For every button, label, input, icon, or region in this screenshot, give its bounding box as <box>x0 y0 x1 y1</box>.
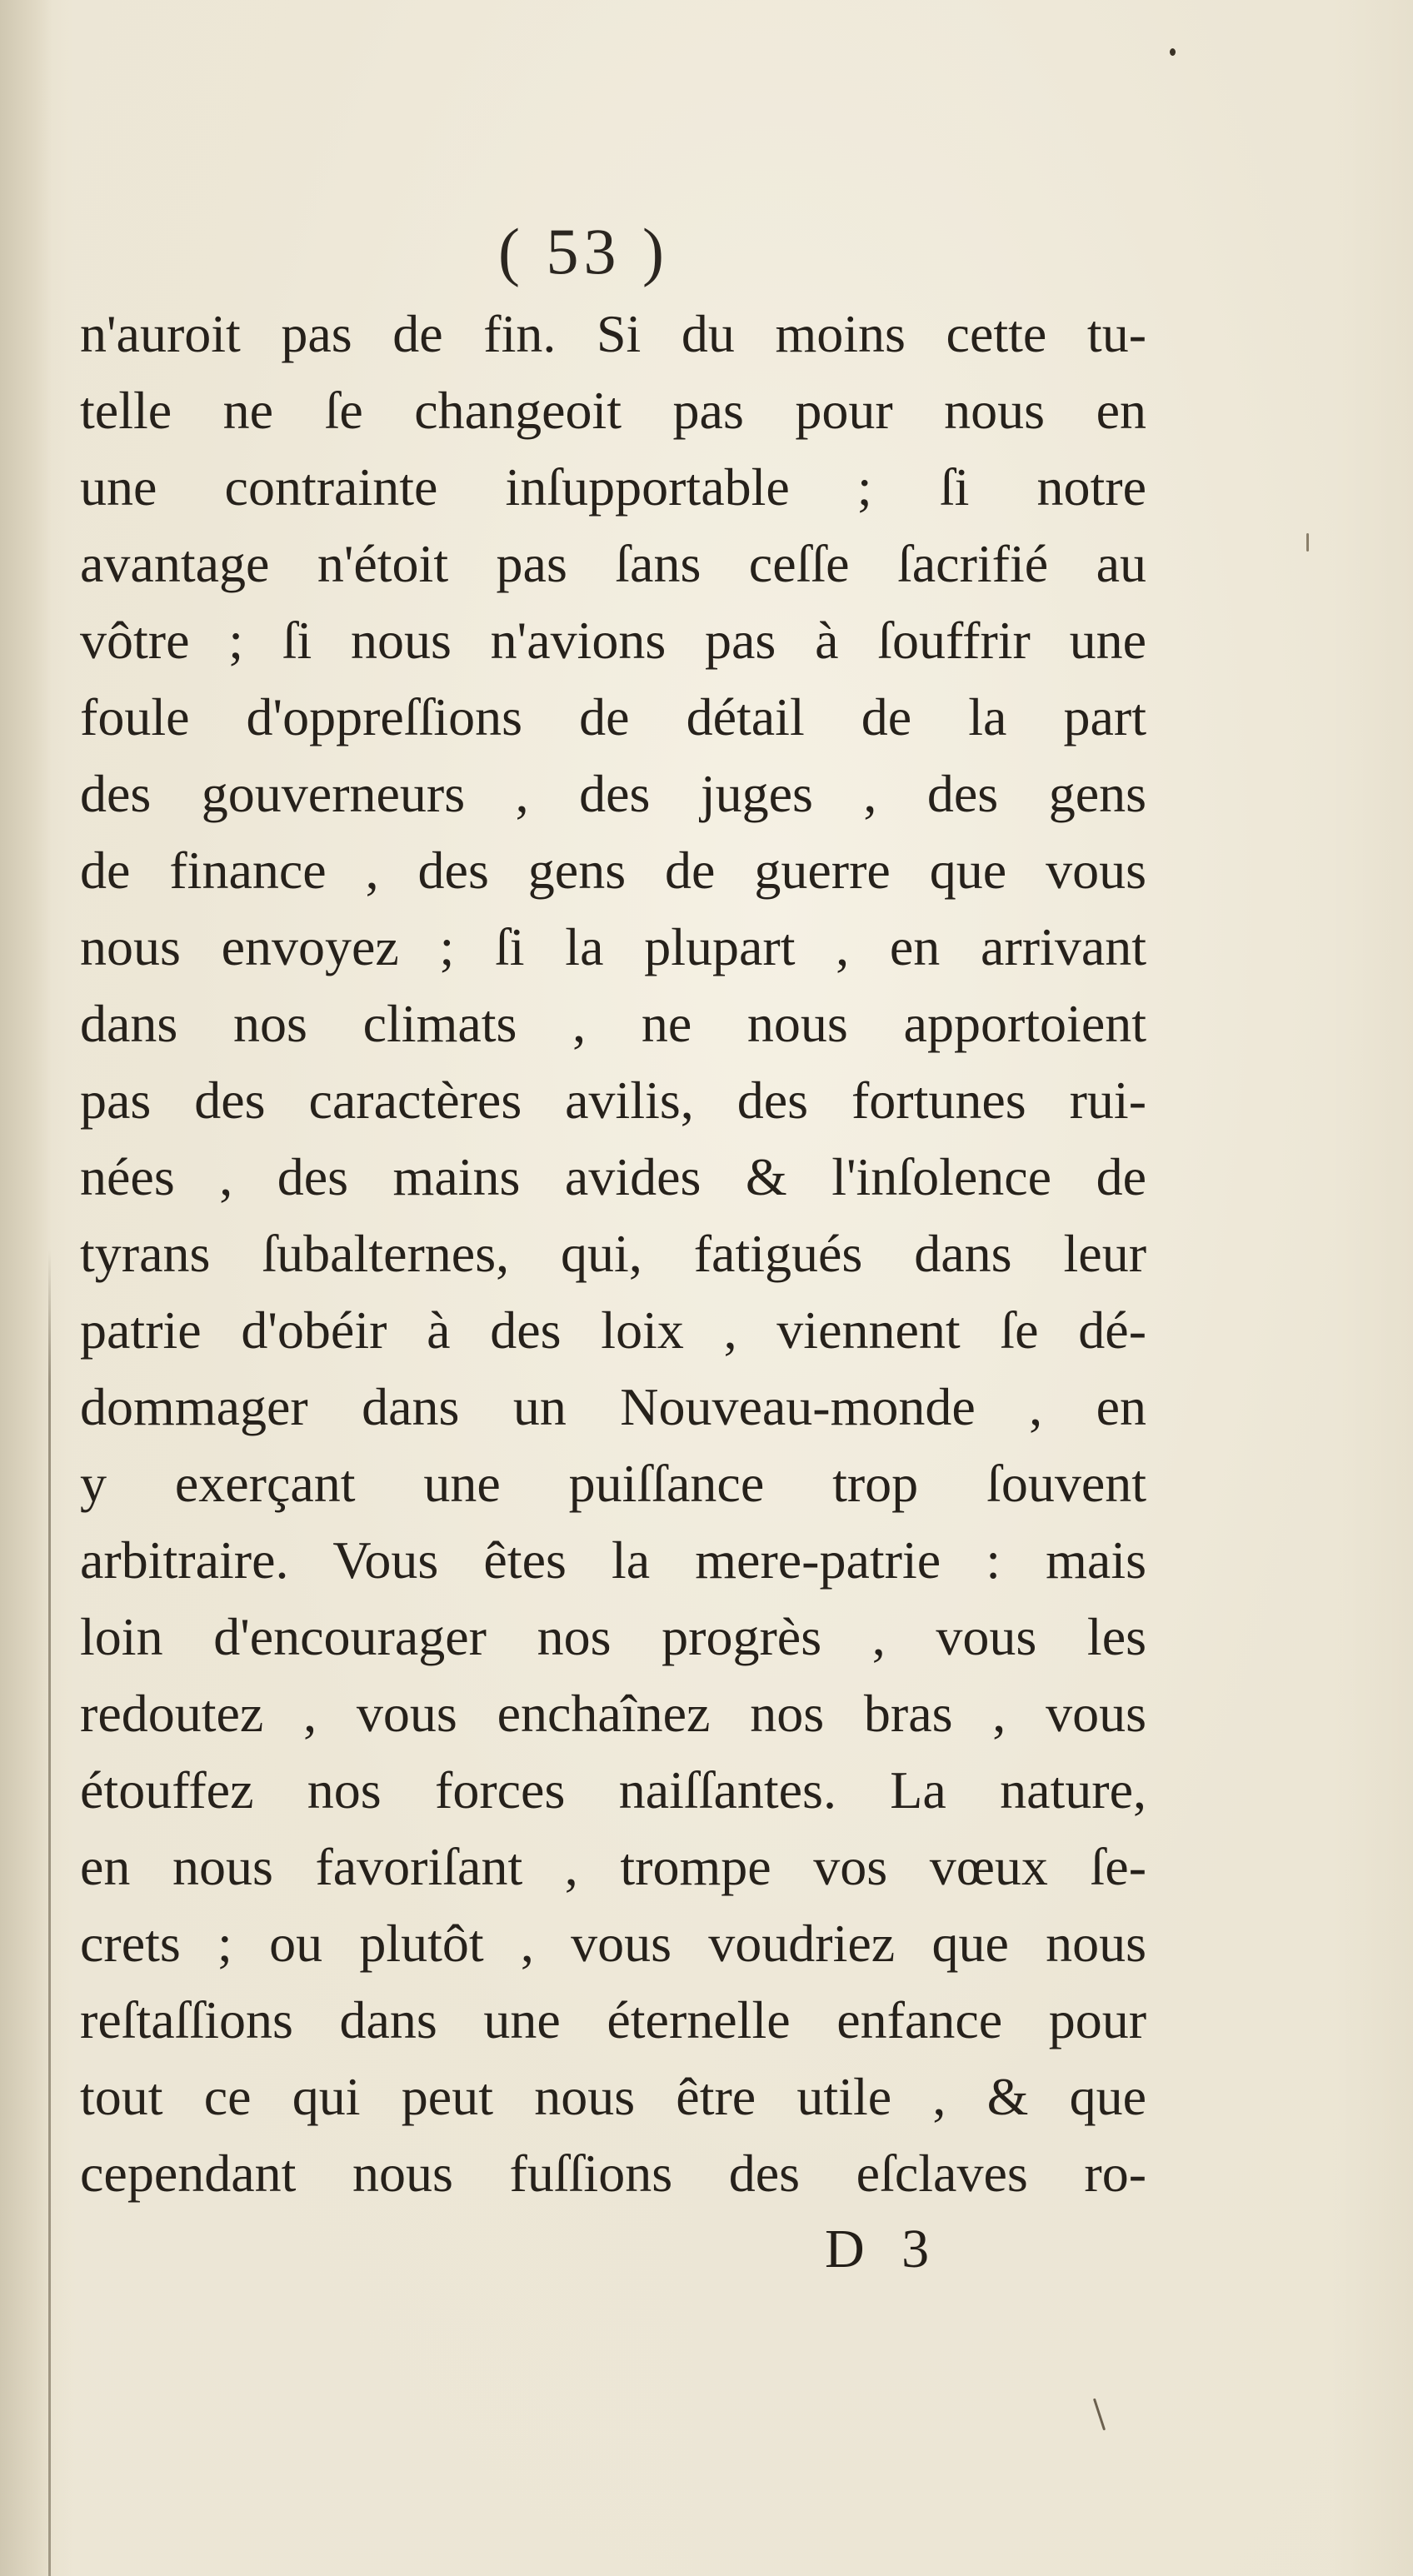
text-line: nées , des mains avides & l'inſolence de <box>80 1147 1146 1206</box>
text-line: foule d'oppreſſions de détail de la part <box>80 687 1146 746</box>
page-gutter-shadow <box>0 0 52 2576</box>
text-line: pas des caractères avilis, des fortunes rui- <box>80 1071 1146 1130</box>
text-line: reſtaſſions dans une éternelle enfance pour <box>80 1990 1146 2049</box>
ink-speck <box>1306 533 1309 552</box>
text-line: en nous favoriſant , trompe vos vœux ſe- <box>80 1837 1146 1896</box>
text-line: tyrans ſubalternes, qui, fatigués dans leur <box>80 1224 1146 1283</box>
text-line: n'auroit pas de fin. Si du moins cette tu- <box>80 304 1146 363</box>
text-line: une contrainte inſupportable ; ſi notre <box>80 457 1146 517</box>
text-line: étouffez nos forces naiſſantes. La nature, <box>80 1760 1146 1820</box>
text-line: des gouverneurs , des juges , des gens <box>80 764 1146 823</box>
text-line: vôtre ; ſi nous n'avions pas à ſouffrir une <box>80 611 1146 670</box>
page-number: ( 53 ) <box>498 215 669 287</box>
text-line: loin d'encourager nos progrès , vous les <box>80 1607 1146 1666</box>
text-line: de finance , des gens de guerre que vous <box>80 841 1146 900</box>
text-line: arbitraire. Vous êtes la mere-patrie : mais <box>80 1530 1146 1590</box>
text-line: y exerçant une puiſſance trop ſouvent <box>80 1454 1146 1513</box>
ink-speck <box>1170 48 1176 56</box>
text-line: crets ; ou plutôt , vous voudriez que nous <box>80 1914 1146 1973</box>
text-line: telle ne ſe changeoit pas pour nous en <box>80 381 1146 440</box>
binding-fold-line <box>48 1250 51 2576</box>
text-line: tout ce qui peut nous être utile , & que <box>80 2067 1146 2126</box>
signature-mark: D 3 <box>825 2219 941 2279</box>
text-line: dans nos climats , ne nous apportoient <box>80 994 1146 1053</box>
text-line: nous envoyez ; ſi la plupart , en arrivant <box>80 917 1146 976</box>
text-line: patrie d'obéir à des loix , viennent ſe dé- <box>80 1300 1146 1360</box>
text-line: cependant nous fuſſions des eſclaves ro- <box>80 2144 1146 2203</box>
text-line: redoutez , vous enchaînez nos bras , vous <box>80 1684 1146 1743</box>
text-line: dommager dans un Nouveau-monde , en <box>80 1377 1146 1436</box>
ink-speck <box>1093 2399 1106 2431</box>
text-line: avantage n'étoit pas ſans ceſſe ſacrifié au <box>80 534 1146 593</box>
body-text <box>80 296 1146 2212</box>
